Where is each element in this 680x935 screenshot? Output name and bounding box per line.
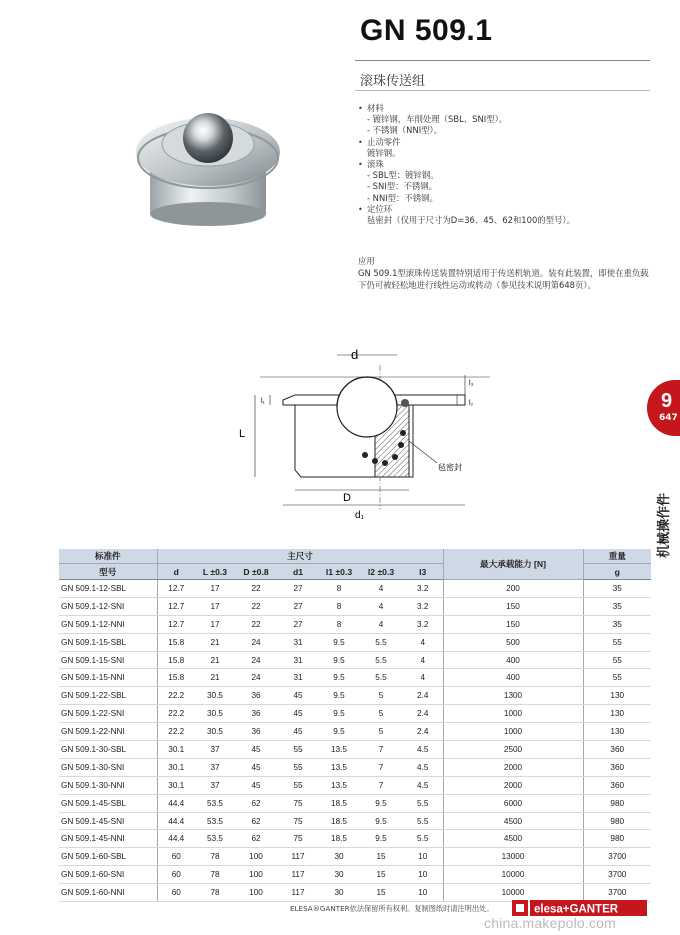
table-row: [59, 651, 651, 669]
cell-d: 60: [157, 848, 195, 866]
bullet-icon: •: [358, 104, 363, 113]
cell-w: 35: [583, 580, 651, 598]
cell-d1: 45: [277, 723, 319, 741]
cell-D: 36: [235, 687, 277, 705]
table-row: [59, 723, 651, 741]
drawing-label-l3: l₃: [469, 380, 474, 387]
cell-d: 44.4: [157, 812, 195, 830]
cell-L: 21: [195, 651, 235, 669]
subtitle-divider: [355, 90, 650, 91]
cell-load: 2500: [443, 741, 583, 759]
cell-L: 78: [195, 866, 235, 884]
cell-D: 45: [235, 776, 277, 794]
cell-D: 24: [235, 651, 277, 669]
drawing-label-d: d: [351, 347, 359, 362]
cell-w: 130: [583, 723, 651, 741]
header-max-load: 最大承载能力 [N]: [443, 549, 583, 580]
table-row: [59, 741, 651, 759]
cell-d: 12.7: [157, 580, 195, 598]
cell-load: 4500: [443, 830, 583, 848]
cell-L: 30.5: [195, 723, 235, 741]
cell-code: GN 509.1-15-NNI: [59, 669, 157, 687]
table-row: [59, 758, 651, 776]
cell-L: 37: [195, 776, 235, 794]
feature-item: - NNI型：不锈钢。: [367, 192, 438, 203]
cell-l1: 18.5: [319, 830, 359, 848]
cell-d1: 75: [277, 812, 319, 830]
page-title: GN 509.1: [360, 14, 493, 47]
cell-code: GN 509.1-22-NNI: [59, 723, 157, 741]
cell-l2: 4: [359, 615, 403, 633]
cell-l1: 8: [319, 597, 359, 615]
cell-code: GN 509.1-15-SBL: [59, 633, 157, 651]
cell-l1: 18.5: [319, 812, 359, 830]
cell-load: 10000: [443, 884, 583, 902]
cell-d1: 75: [277, 794, 319, 812]
cell-l3: 10: [403, 848, 443, 866]
cell-w: 130: [583, 687, 651, 705]
table-row: [59, 866, 651, 884]
cell-L: 53.5: [195, 794, 235, 812]
cell-D: 45: [235, 741, 277, 759]
header-D: D ±0.8: [235, 564, 277, 580]
cell-l1: 30: [319, 848, 359, 866]
cell-l2: 7: [359, 741, 403, 759]
cell-L: 53.5: [195, 812, 235, 830]
cell-l3: 4: [403, 651, 443, 669]
cell-code: GN 509.1-60-SBL: [59, 848, 157, 866]
cell-d: 12.7: [157, 615, 195, 633]
cell-D: 62: [235, 830, 277, 848]
cell-code: GN 509.1-30-SNI: [59, 758, 157, 776]
application-text: GN 509.1型滚珠传送装置特别适用于传送机轨道。装有此装置，即使在重负载下仍可被轻松地进行线性运动或转动（参见技术说明第648页）。: [358, 268, 649, 290]
header-L: L ±0.3: [195, 564, 235, 580]
cell-l1: 13.5: [319, 741, 359, 759]
cell-d1: 27: [277, 597, 319, 615]
cell-w: 980: [583, 794, 651, 812]
cell-L: 30.5: [195, 687, 235, 705]
table-row: [59, 776, 651, 794]
cell-w: 55: [583, 651, 651, 669]
cell-code: GN 509.1-45-SBL: [59, 794, 157, 812]
cell-d1: 55: [277, 776, 319, 794]
cell-code: GN 509.1-12-SNI: [59, 597, 157, 615]
cell-load: 400: [443, 669, 583, 687]
feature-item: 镀锌钢。: [367, 147, 401, 158]
drawing-label-l2: l₂: [469, 400, 474, 407]
table-row: [59, 830, 651, 848]
table-header-row: [59, 549, 651, 564]
cell-l3: 3.2: [403, 615, 443, 633]
cell-d1: 117: [277, 848, 319, 866]
cell-d1: 117: [277, 884, 319, 902]
table-row: [59, 687, 651, 705]
cell-code: GN 509.1-45-SNI: [59, 812, 157, 830]
cell-D: 24: [235, 669, 277, 687]
cell-D: 36: [235, 705, 277, 723]
cell-l3: 5.5: [403, 830, 443, 848]
table-row: [59, 615, 651, 633]
cell-l2: 5: [359, 723, 403, 741]
table-row: [59, 812, 651, 830]
cell-d1: 75: [277, 830, 319, 848]
cell-l1: 13.5: [319, 776, 359, 794]
cell-load: 13000: [443, 848, 583, 866]
cell-w: 35: [583, 615, 651, 633]
cell-l1: 13.5: [319, 758, 359, 776]
cell-l1: 30: [319, 866, 359, 884]
cell-L: 21: [195, 633, 235, 651]
cell-D: 62: [235, 794, 277, 812]
cell-l3: 4.5: [403, 776, 443, 794]
footer-copyright: ELESA®GANTER依法保留所有权利。复制图纸时请注明出处。: [290, 904, 494, 913]
feature-list: [358, 103, 575, 226]
cell-l2: 5: [359, 687, 403, 705]
cell-l1: 9.5: [319, 651, 359, 669]
cell-l3: 2.4: [403, 705, 443, 723]
header-standard: 标准件: [59, 549, 157, 564]
header-weight: 重量: [583, 549, 651, 564]
cell-d1: 27: [277, 615, 319, 633]
cell-d: 60: [157, 866, 195, 884]
application-section: [358, 255, 653, 291]
page-subtitle: 滚珠传送组: [360, 74, 426, 89]
cell-l3: 10: [403, 884, 443, 902]
cell-d: 22.2: [157, 723, 195, 741]
cell-w: 35: [583, 597, 651, 615]
header-l3: l3: [403, 564, 443, 580]
cell-w: 55: [583, 633, 651, 651]
cell-l2: 15: [359, 884, 403, 902]
cell-w: 3700: [583, 884, 651, 902]
drawing-label-l1: l₁: [261, 398, 265, 405]
cell-d1: 55: [277, 741, 319, 759]
cell-load: 150: [443, 597, 583, 615]
cell-load: 4500: [443, 812, 583, 830]
cell-load: 1000: [443, 723, 583, 741]
cell-l3: 4: [403, 633, 443, 651]
cell-L: 78: [195, 848, 235, 866]
cell-load: 150: [443, 615, 583, 633]
table-row: [59, 580, 651, 598]
feature-item: • 滚珠: [358, 159, 384, 170]
feature-item: • 止动零件: [358, 136, 401, 147]
header-main-dimensions: 主尺寸: [157, 549, 443, 564]
cell-d: 30.1: [157, 776, 195, 794]
cell-D: 36: [235, 723, 277, 741]
cell-w: 3700: [583, 866, 651, 884]
cell-L: 30.5: [195, 705, 235, 723]
cell-load: 2000: [443, 776, 583, 794]
cell-l3: 4.5: [403, 758, 443, 776]
cell-L: 37: [195, 758, 235, 776]
cell-load: 500: [443, 633, 583, 651]
cell-l3: 4: [403, 669, 443, 687]
cell-d: 12.7: [157, 597, 195, 615]
cell-l3: 3.2: [403, 580, 443, 598]
header-weight-unit: g: [583, 564, 651, 580]
cell-l3: 5.5: [403, 794, 443, 812]
title-divider: [355, 60, 650, 61]
cell-l1: 9.5: [319, 705, 359, 723]
table-row: [59, 669, 651, 687]
cell-code: GN 509.1-30-SBL: [59, 741, 157, 759]
header-code: 型号: [59, 564, 157, 580]
cell-l1: 9.5: [319, 633, 359, 651]
cell-d: 30.1: [157, 741, 195, 759]
header-d: d: [157, 564, 195, 580]
cell-d1: 27: [277, 580, 319, 598]
cell-D: 22: [235, 615, 277, 633]
title-ghost-decoration: [540, 16, 547, 47]
watermark: china.makepolo.com: [484, 915, 616, 931]
cell-l3: 2.4: [403, 687, 443, 705]
cell-l1: 9.5: [319, 687, 359, 705]
cell-l2: 5: [359, 705, 403, 723]
cell-load: 200: [443, 580, 583, 598]
cell-d: 15.8: [157, 669, 195, 687]
cell-load: 400: [443, 651, 583, 669]
cell-d: 44.4: [157, 830, 195, 848]
feature-item: 毡密封（仅用于尺寸为D=36、45、62和100的型号）。: [367, 215, 575, 226]
feature-item: - 不锈钢（NNI型）。: [367, 125, 443, 136]
header-l1: l1 ±0.3: [319, 564, 359, 580]
cell-l2: 5.5: [359, 669, 403, 687]
cell-l2: 15: [359, 866, 403, 884]
header-d1: d1: [277, 564, 319, 580]
cell-L: 21: [195, 669, 235, 687]
cell-d: 30.1: [157, 758, 195, 776]
cell-load: 1300: [443, 687, 583, 705]
cell-d1: 45: [277, 687, 319, 705]
cell-load: 2000: [443, 758, 583, 776]
cell-l2: 9.5: [359, 812, 403, 830]
cell-L: 17: [195, 615, 235, 633]
chapter-number: 9: [661, 390, 673, 412]
cell-L: 53.5: [195, 830, 235, 848]
cell-code: GN 509.1-45-NNI: [59, 830, 157, 848]
application-heading: 应用: [358, 256, 375, 266]
product-photo: [128, 92, 288, 242]
technical-drawing: [225, 345, 510, 525]
cell-load: 6000: [443, 794, 583, 812]
cell-l3: 3.2: [403, 597, 443, 615]
cell-d: 44.4: [157, 794, 195, 812]
feature-item: - SNI型：不锈钢。: [367, 181, 437, 192]
cell-D: 100: [235, 884, 277, 902]
table-row: [59, 597, 651, 615]
cell-L: 17: [195, 580, 235, 598]
cell-l1: 18.5: [319, 794, 359, 812]
cell-D: 22: [235, 580, 277, 598]
feature-item: - SBL型：镀锌钢。: [367, 170, 439, 181]
cell-code: GN 509.1-22-SBL: [59, 687, 157, 705]
cell-d: 15.8: [157, 633, 195, 651]
cell-d1: 45: [277, 705, 319, 723]
drawing-label-d1: d₁: [355, 510, 364, 521]
cell-load: 10000: [443, 866, 583, 884]
cell-d1: 31: [277, 669, 319, 687]
cell-code: GN 509.1-12-SBL: [59, 580, 157, 598]
cell-code: GN 509.1-12-NNI: [59, 615, 157, 633]
cell-l2: 9.5: [359, 794, 403, 812]
cell-d: 60: [157, 884, 195, 902]
cell-l2: 7: [359, 758, 403, 776]
cell-w: 55: [583, 669, 651, 687]
cell-d1: 117: [277, 866, 319, 884]
cell-D: 45: [235, 758, 277, 776]
cell-l1: 9.5: [319, 669, 359, 687]
cell-d1: 31: [277, 633, 319, 651]
cell-l2: 4: [359, 597, 403, 615]
cell-code: GN 509.1-15-SNI: [59, 651, 157, 669]
drawing-label-D: D: [343, 492, 351, 504]
feature-item: • 定位环: [358, 203, 393, 214]
cell-d: 22.2: [157, 687, 195, 705]
table-row: [59, 633, 651, 651]
cell-l3: 10: [403, 866, 443, 884]
cell-w: 980: [583, 830, 651, 848]
cell-w: 3700: [583, 848, 651, 866]
drawing-label-felt-seal: 毡密封: [438, 463, 462, 472]
chapter-vertical-label: [648, 470, 678, 560]
cell-D: 22: [235, 597, 277, 615]
cell-code: GN 509.1-22-SNI: [59, 705, 157, 723]
cell-d1: 55: [277, 758, 319, 776]
cell-code: GN 509.1-30-NNI: [59, 776, 157, 794]
cell-d1: 31: [277, 651, 319, 669]
cell-w: 360: [583, 741, 651, 759]
cell-L: 78: [195, 884, 235, 902]
logo-text: elesa+GANTER: [534, 903, 619, 916]
cell-code: GN 509.1-60-SNI: [59, 866, 157, 884]
cell-d: 22.2: [157, 705, 195, 723]
cell-l2: 15: [359, 848, 403, 866]
drawing-label-L: L: [239, 428, 246, 440]
cell-l1: 8: [319, 615, 359, 633]
bullet-icon: •: [358, 137, 363, 147]
cell-D: 100: [235, 848, 277, 866]
bullet-icon: •: [358, 204, 363, 214]
cell-l1: 8: [319, 580, 359, 598]
page-number: 647: [659, 413, 678, 423]
header-l2: l2 ±0.3: [359, 564, 403, 580]
cell-l2: 4: [359, 580, 403, 598]
cell-l3: 5.5: [403, 812, 443, 830]
cell-l3: 4.5: [403, 741, 443, 759]
cell-d: 15.8: [157, 651, 195, 669]
cell-code: GN 509.1-60-NNI: [59, 884, 157, 902]
cell-l1: 9.5: [319, 723, 359, 741]
cell-w: 980: [583, 812, 651, 830]
cell-L: 37: [195, 741, 235, 759]
cell-load: 1000: [443, 705, 583, 723]
cell-l2: 5.5: [359, 633, 403, 651]
table-row: [59, 848, 651, 866]
cell-D: 62: [235, 812, 277, 830]
cell-w: 360: [583, 776, 651, 794]
cell-l2: 9.5: [359, 830, 403, 848]
cell-w: 130: [583, 705, 651, 723]
cell-l1: 30: [319, 884, 359, 902]
chapter-title: 机械操作件: [657, 492, 672, 558]
feature-item: • 材料: [358, 103, 384, 113]
cell-D: 100: [235, 866, 277, 884]
cell-w: 360: [583, 758, 651, 776]
table-row: [59, 705, 651, 723]
spec-table: [59, 549, 651, 902]
cell-l3: 2.4: [403, 723, 443, 741]
cell-D: 24: [235, 633, 277, 651]
bullet-icon: •: [358, 160, 363, 170]
feature-item: - 镀锌钢，车削处理（SBL、SNI型）。: [367, 114, 508, 125]
cell-L: 17: [195, 597, 235, 615]
chapter-tab: [647, 380, 680, 436]
cell-l2: 7: [359, 776, 403, 794]
table-row: [59, 794, 651, 812]
cell-l2: 5.5: [359, 651, 403, 669]
